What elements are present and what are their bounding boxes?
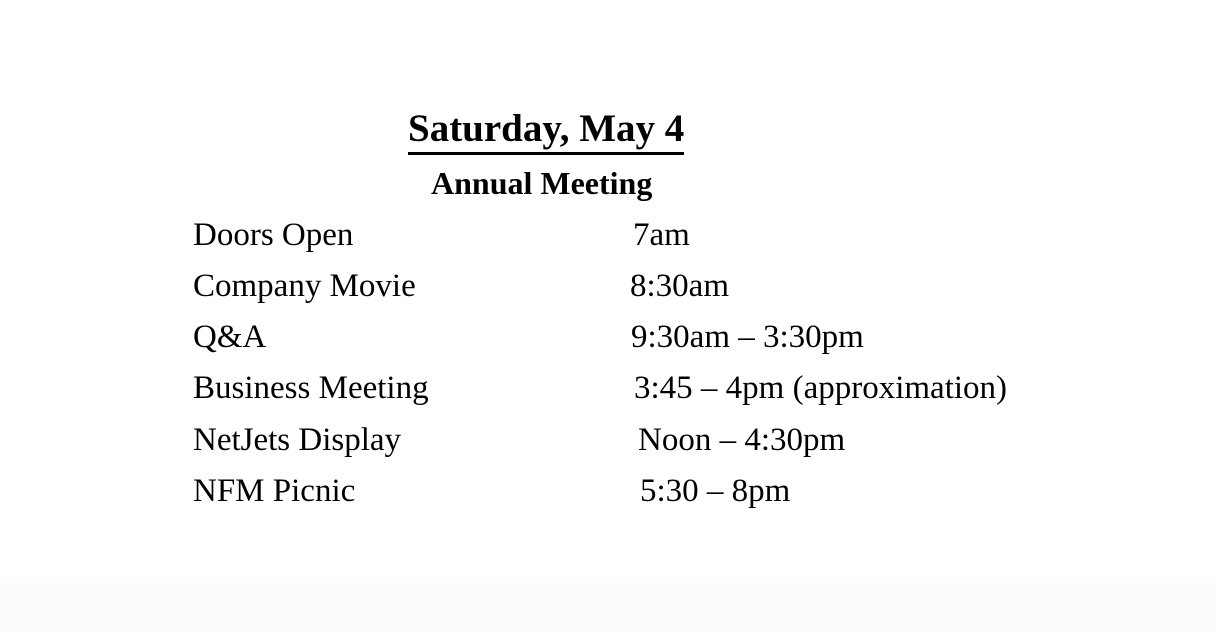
schedule-row [193, 366, 1093, 410]
event-name: NFM Picnic [193, 473, 356, 509]
event-name: Business Meeting [193, 370, 429, 406]
schedule-row [193, 264, 1093, 308]
event-name: Q&A [193, 319, 267, 355]
event-time: Noon – 4:30pm [638, 422, 846, 458]
event-time: 8:30am [630, 268, 729, 304]
page-subtitle: Annual Meeting [431, 165, 653, 201]
event-time: 9:30am – 3:30pm [631, 319, 864, 355]
page-bottom-edge [0, 583, 1217, 633]
event-name: NetJets Display [193, 422, 402, 458]
schedule-row [193, 315, 1093, 359]
schedule-row [193, 469, 1093, 513]
schedule-row [193, 418, 1093, 462]
event-name: Company Movie [193, 268, 416, 304]
page-title: Saturday, May 4 [408, 106, 684, 155]
event-name: Doors Open [193, 217, 354, 253]
event-time: 5:30 – 8pm [640, 473, 791, 509]
event-time: 7am [633, 217, 690, 253]
schedule-row [193, 213, 1093, 257]
event-time: 3:45 – 4pm (approximation) [634, 370, 1008, 406]
